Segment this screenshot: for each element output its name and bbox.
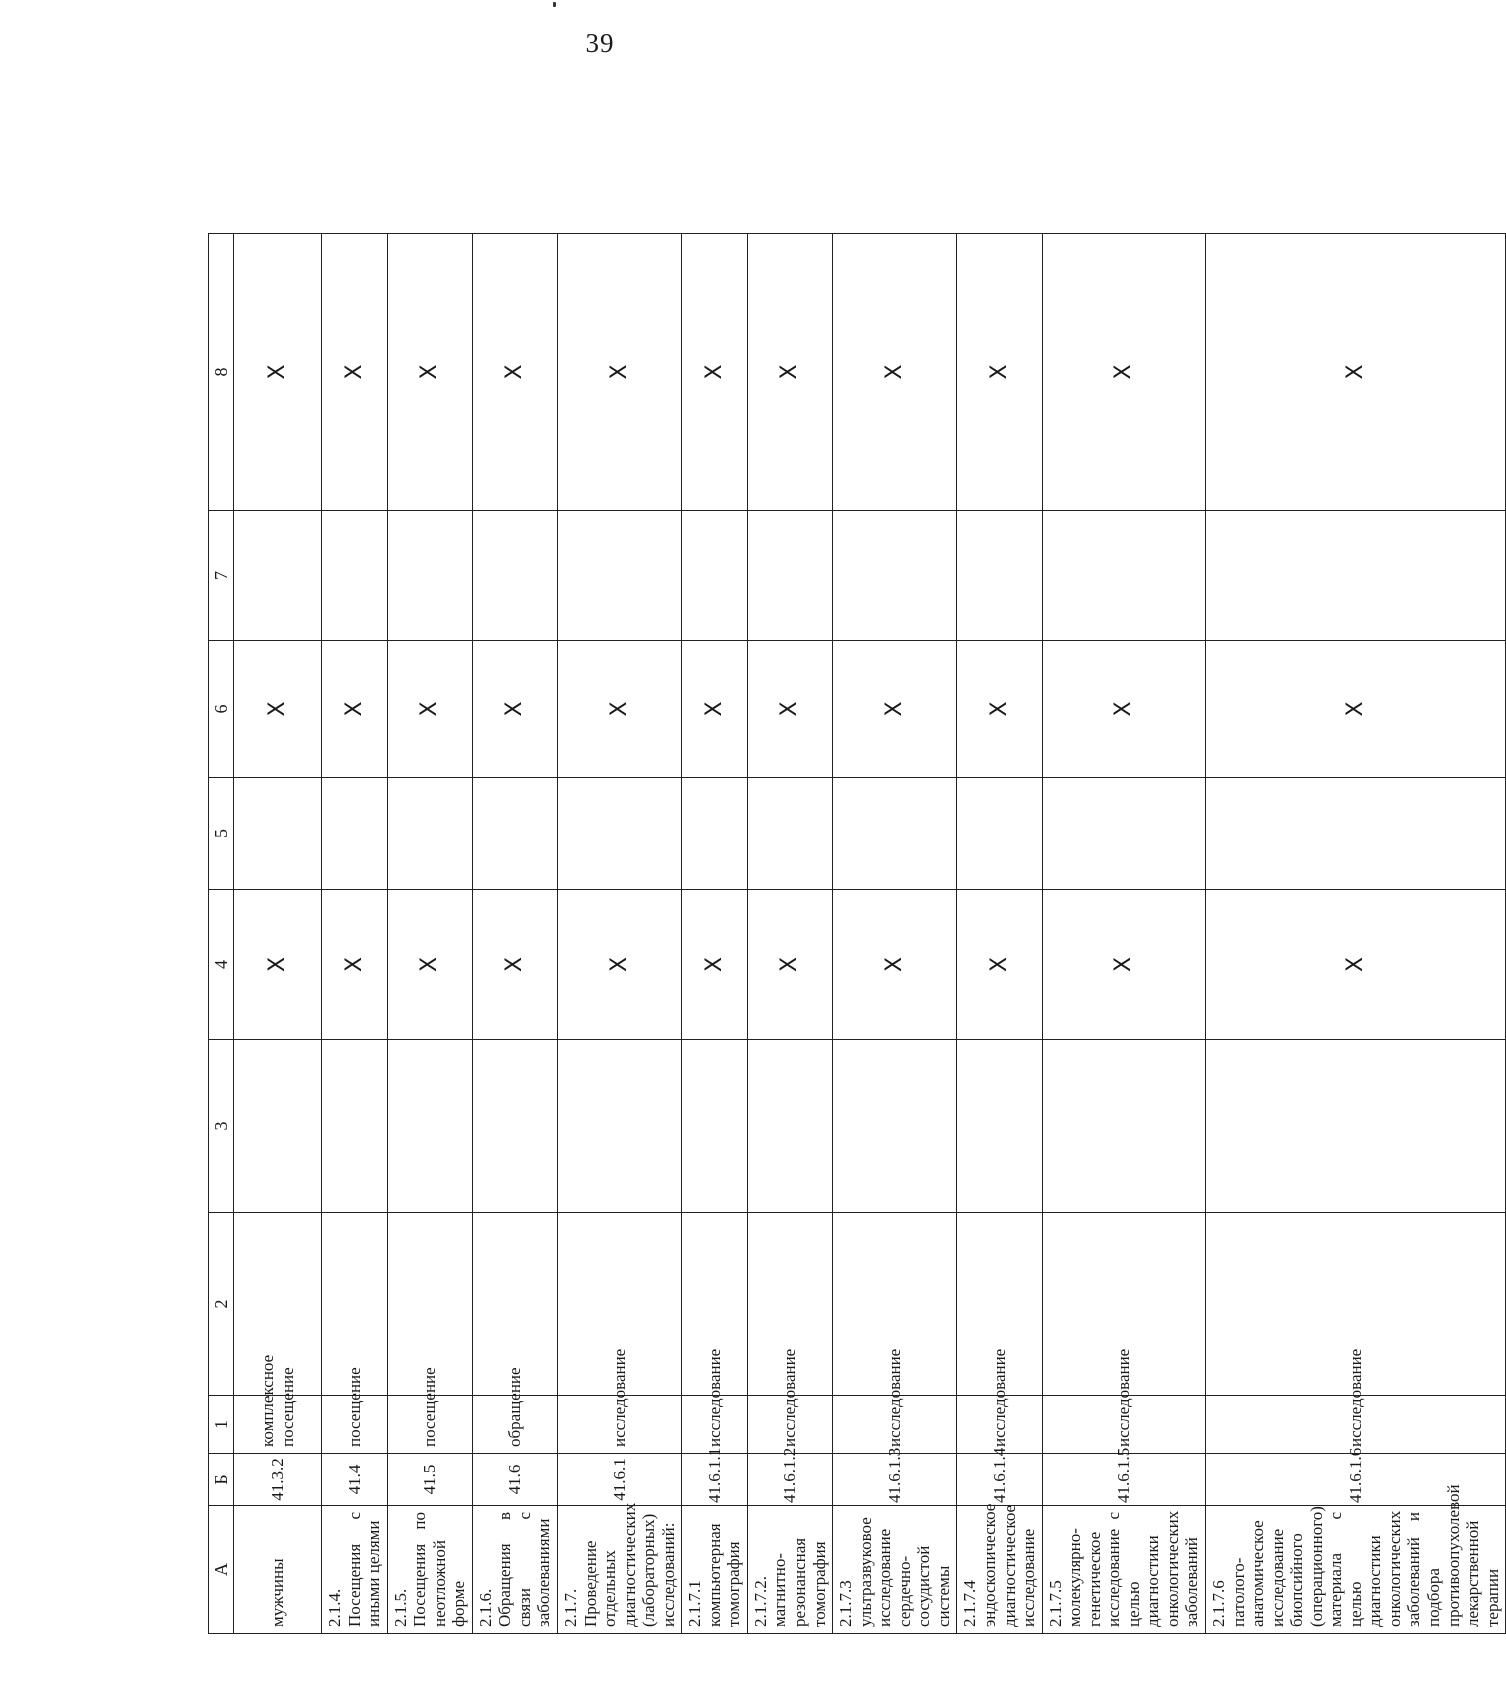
header-col-6: 6 [209,641,234,778]
row-unit: посещение [387,1396,472,1454]
stray-mark [553,2,556,7]
cell-col-5 [833,778,957,890]
cell-col-8: X [558,234,682,511]
cell-col-6: X [322,641,388,778]
cell-col-4: X [387,890,472,1040]
cell-col-6: X [472,641,557,778]
cell-col-7 [747,511,832,641]
table-row [234,234,322,1634]
cell-col-4: X [1042,890,1205,1040]
cell-col-3 [682,1040,748,1213]
cell-col-4: X [234,890,322,1040]
row-name: 2.1.7.3 ультразвуковое исследование сердечно-сосудистой системы [833,1506,957,1634]
row-code: 41.4 [322,1454,388,1506]
row-code: 41.6.1.3 [833,1454,957,1506]
cell-col-6: X [1205,641,1505,778]
cell-col-7 [957,511,1042,641]
row-unit: исследование [957,1396,1042,1454]
cell-col-8: X [833,234,957,511]
table-row [833,234,957,1634]
row-unit: исследование [833,1396,957,1454]
cell-col-4: X [1205,890,1505,1040]
cell-col-4: X [833,890,957,1040]
row-code: 41.6.1.2 [747,1454,832,1506]
row-name: 2.1.7.4 эндоскопическое диагностическое исследование [957,1506,1042,1634]
header-col-3: 3 [209,1040,234,1213]
row-name: 2.1.7.2. магнитно-резонансная томография [747,1506,832,1634]
cell-col-3 [558,1040,682,1213]
cell-col-4: X [322,890,388,1040]
cell-col-5 [747,778,832,890]
row-unit: исследование [1205,1396,1505,1454]
row-code: 41.3.2 [234,1454,322,1506]
cell-col-8: X [1205,234,1505,511]
table-row [682,234,748,1634]
cell-col-7 [833,511,957,641]
cell-col-6: X [387,641,472,778]
cell-col-3 [472,1040,557,1213]
header-col-5: 5 [209,778,234,890]
row-unit: исследование [558,1396,682,1454]
cell-col-3 [387,1040,472,1213]
cell-col-7 [387,511,472,641]
cell-col-3 [1205,1040,1505,1213]
cell-col-6: X [747,641,832,778]
cell-col-3 [1042,1040,1205,1213]
cell-col-4: X [682,890,748,1040]
row-unit: исследование [747,1396,832,1454]
row-name: мужчины [234,1506,322,1634]
cell-col-5 [322,778,388,890]
cell-col-4: X [957,890,1042,1040]
table-row [387,234,472,1634]
row-name: 2.1.7. Проведение отдельных диагностических (лабораторных) исследований: [558,1506,682,1634]
cell-col-8: X [957,234,1042,511]
header-col-1: 1 [209,1396,234,1454]
row-code: 41.5 [387,1454,472,1506]
cell-col-7 [1042,511,1205,641]
cell-col-7 [1205,511,1505,641]
table-row [558,234,682,1634]
table-body [234,234,1506,1634]
cell-col-5 [1042,778,1205,890]
table-row [472,234,557,1634]
cell-col-4: X [472,890,557,1040]
cell-col-6: X [957,641,1042,778]
row-unit: комплексное посещение [234,1396,322,1454]
header-col-7: 7 [209,511,234,641]
table-row [322,234,388,1634]
row-unit: обращение [472,1396,557,1454]
data-table [208,233,1506,1634]
cell-col-5 [558,778,682,890]
row-name: 2.1.7.6 патолого-анатомическое исследование биопсийного (операционного) материала с целью диагностики онкологических заболеваний и подбора противоопухолевой лекарственной терапии [1205,1506,1505,1634]
row-code: 41.6.1 [558,1454,682,1506]
cell-col-5 [957,778,1042,890]
cell-col-7 [234,511,322,641]
cell-col-4: X [558,890,682,1040]
cell-col-7 [322,511,388,641]
cell-col-8: X [387,234,472,511]
cell-col-8: X [1042,234,1205,511]
cell-col-5 [234,778,322,890]
row-code: 41.6.1.5 [1042,1454,1205,1506]
cell-col-6: X [682,641,748,778]
cell-col-8: X [472,234,557,511]
row-name: 2.1.4. Посещения с иными целями [322,1506,388,1634]
header-col-8: 8 [209,234,234,511]
table-row [747,234,832,1634]
row-name: 2.1.7.1 компьютерная томография [682,1506,748,1634]
cell-col-7 [558,511,682,641]
row-code: 41.6.1.6 [1205,1454,1505,1506]
cell-col-3 [747,1040,832,1213]
cell-col-7 [472,511,557,641]
cell-col-6: X [833,641,957,778]
header-col-4: 4 [209,890,234,1040]
rotated-table-frame [208,234,1502,1634]
cell-col-5 [1205,778,1505,890]
row-name: 2.1.7.5 молекулярно-генетическое исследование с целью диагностики онкологических заболеваний [1042,1506,1205,1634]
cell-col-8: X [322,234,388,511]
table-row [1205,234,1505,1634]
cell-col-6: X [234,641,322,778]
table-row [1042,234,1205,1634]
row-unit: исследование [682,1396,748,1454]
cell-col-3 [957,1040,1042,1213]
cell-col-5 [472,778,557,890]
row-unit: посещение [322,1396,388,1454]
cell-col-6: X [558,641,682,778]
cell-col-6: X [1042,641,1205,778]
row-name: 2.1.5. Посещения по неотложной форме [387,1506,472,1634]
page-number: 39 [585,28,615,58]
row-code: 41.6 [472,1454,557,1506]
cell-col-5 [387,778,472,890]
cell-col-3 [234,1040,322,1213]
header-col-b: Б [209,1454,234,1506]
header-col-a: А [209,1506,234,1634]
cell-col-3 [833,1040,957,1213]
cell-col-8: X [234,234,322,511]
cell-col-5 [682,778,748,890]
header-row [209,234,234,1634]
cell-col-4: X [747,890,832,1040]
cell-col-8: X [747,234,832,511]
row-code: 41.6.1.4 [957,1454,1042,1506]
table-row [957,234,1042,1634]
cell-col-3 [322,1040,388,1213]
row-name: 2.1.6. Обращения в связи с заболеваниями [472,1506,557,1634]
cell-col-7 [682,511,748,641]
row-unit: исследование [1042,1396,1205,1454]
cell-col-8: X [682,234,748,511]
header-col-2: 2 [209,1213,234,1396]
row-code: 41.6.1.1 [682,1454,748,1506]
